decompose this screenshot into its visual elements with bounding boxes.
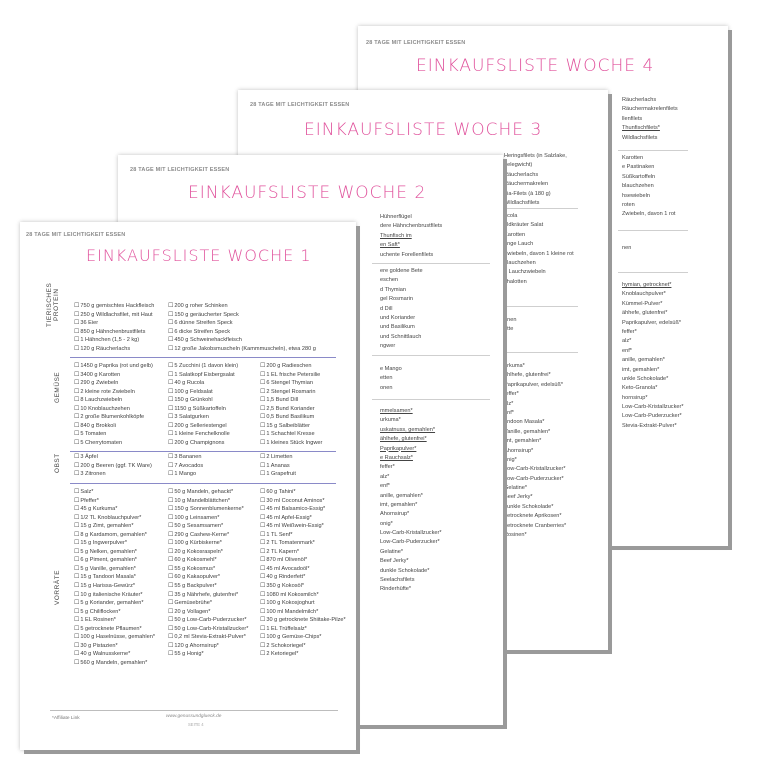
list-item[interactable]: ☐ 200 g roher Schinken [168,302,316,311]
list-item[interactable]: ☐ 3 Zitronen [74,470,152,479]
list-item[interactable]: ☐ 0,5 Bund Basilikum [260,413,322,422]
list-item[interactable]: ☐ 8 Lauchzwiebeln [74,396,153,405]
list-item[interactable]: ☐ 150 g Grünkohl [168,396,238,405]
list-item[interactable]: ☐ 50 g Low-Carb-Puderzucker* [168,616,248,625]
list-item[interactable]: ☐ 6 dicke Streifen Speck [168,328,316,337]
section-divider [500,208,578,209]
list-item[interactable]: ☐ 15 g Zimt, gemahlen* [74,522,155,531]
list-item[interactable]: ☐ 40 g Rinderfett* [260,573,346,582]
list-item[interactable]: ☐ 5 Cherrytomaten [74,439,153,448]
list-item[interactable]: ☐ 1 EL frische Petersilie [260,371,322,380]
section-divider [70,357,336,358]
section-divider [70,483,336,484]
list-item[interactable]: ☐ 2 TL Kapern* [260,548,346,557]
list-fragment-protein: Hühnerflügel dere Hähnchenbrustfilets Thunfisch im en Saft* uchente Forellenfilets [380,214,443,258]
list-item[interactable]: ☐ 5 Tomaten [74,430,153,439]
list-item[interactable]: ☐ 45 ml Apfel-Essig* [260,514,346,523]
list-item[interactable]: ☐ 45 g Kurkuma* [74,505,155,514]
list-item[interactable]: ☐ 200 g Beeren (ggf. TK Ware) [74,462,152,471]
list-fragment-pantry: hymian, getrocknet* Knoblauchpulver* Kümmel-Pulver* ähhefe, glutenfrei* Paprikapulver, edelsüß* feffer* alz* enf* anille, gemahlen* imt, gemahlen* unkle Schokolade* Keto-Granola* hornsirup* Low-Carb-Kristallzucker* Low-Carb-Puderzucker* Stevia-Extrakt-Pulver* [622,282,684,429]
list-item[interactable]: ☐ 100 ml Mandelmilch* [260,608,346,617]
list-item[interactable]: ☐ 55 g Kokosmus* [168,565,248,574]
list-fragment-vegetables: Karotten e Pastinaken Süßkartoffeln blauchzehen hsewiebeln roten Zwiebeln, davon 1 rot [622,155,676,218]
list-item[interactable]: ☐ 3400 g Karotten [74,371,153,380]
list-item[interactable]: ☐ 5 g Koriander, gemahlen* [74,599,155,608]
list-item[interactable]: ☐ 60 g Kokosmehl* [168,556,248,565]
list-item[interactable]: ☐ 200 g Champignons [168,439,238,448]
list-item[interactable]: ☐ 60 g Tahini* [260,488,346,497]
section-divider [500,352,578,353]
list-item[interactable]: ☐ 20 g Kokosraspeln* [168,548,248,557]
list-item[interactable]: ☐ 290 g Cashew-Kerne* [168,531,248,540]
list-fragment-vegetables: ucola eldkräuter Salat Karotten ange Lauch Zwiebeln, davon 1 kleine rot blauchzehen d Lauchzwiebeln chalotten [504,213,574,285]
list-item[interactable]: ☐ 6 g Piment, gemahlen* [74,556,155,565]
list-item[interactable]: ☐ 40 g Rucola [168,379,238,388]
list-item[interactable]: ☐ 2 Limetten [260,453,296,462]
list-item[interactable]: ☐ 50 g Sesamsamen* [168,522,248,531]
vegetables-list-col3 [260,362,322,447]
list-item[interactable]: ☐ 1080 ml Kokosmilch* [260,591,346,600]
list-item[interactable]: ☐ 100 g Kürbiskerne* [168,539,248,548]
list-item[interactable]: ☐ 50 g Mandeln, gehackt* [168,488,248,497]
list-item[interactable]: ☐ 0,2 ml Stevia-Extrakt-Pulver* [168,633,248,642]
list-item[interactable]: ☐ 3 Bananen [168,453,203,462]
pantry-list-col3 [260,488,346,659]
list-item[interactable]: ☐ 3 Äpfel [74,453,152,462]
page-title: EINKAUFSLISTE WOCHE 1 [86,246,312,265]
affiliate-footnote: *Affiliate Link [52,716,80,721]
list-item[interactable]: ☐ 5 g Vanille, gemahlen* [74,565,155,574]
pantry-list-col2 [168,488,248,659]
category-protein: TIERISCHES PROTEIN [46,282,60,328]
list-item[interactable]: ☐ 30 g Pistazien* [74,642,155,651]
list-item[interactable]: ☐ 350 g Kokosöl* [260,582,346,591]
footer-divider [50,710,338,711]
pantry-list-col1 [74,488,155,667]
list-item[interactable]: ☐ 20 g Vollagen* [168,608,248,617]
list-item[interactable]: ☐ 120 g Räucherlachs [74,345,154,354]
list-item[interactable]: ☐ 150 g Sonnenblumenkerne* [168,505,248,514]
section-divider [618,150,688,151]
list-item[interactable]: ☐ 2,5 Bund Koriander [260,405,322,414]
list-item[interactable]: ☐ 1 kleines Stück Ingwer [260,439,322,448]
list-item[interactable]: ☐ 1450 g Paprika (rot und gelb) [74,362,153,371]
category-vegetables: GEMÜSE [54,371,61,403]
list-item[interactable]: ☐ 100 g Kokosjoghurt [260,599,346,608]
list-item[interactable]: ☐ 850 g Hähnchenbrustfilets [74,328,154,337]
list-item[interactable]: ☐ 840 g Brokkoli [74,422,153,431]
section-divider [500,306,578,307]
list-item[interactable]: ☐ 30 ml Coconut Aminos* [260,497,346,506]
list-item[interactable]: ☐ 100 g Haselnüsse, gemahlen* [74,633,155,642]
vegetables-list-col1 [74,362,153,447]
section-divider [618,272,688,273]
page-supertitle: 28 TAGE MIT LEICHTIGKEIT ESSEN [250,102,350,108]
list-item[interactable]: ☐ 12 große Jakobsmuscheln (Kammmuscheln), etwa 280 g [168,345,316,354]
list-fragment-vegetables: ere goldene Bete eschen d Thymian gel Rosmarin d Dill und Koriander und Basilikum und Schnittlauch ngwer [380,268,423,350]
list-fragment-protein: Heringsfilets (in Salzlake, gelegwicht) Räucherlachs Räuchermakrelen pia-Filets (à 180 g) Wildlachsfilets [504,153,567,206]
category-pantry: VORRÄTE [54,569,61,605]
list-fragment-fruit: onen ette [504,317,517,333]
page-supertitle: 28 TAGE MIT LEICHTIGKEIT ESSEN [130,167,230,173]
list-item[interactable]: ☐ 35 g Nährhefe, glutenfrei* [168,591,248,600]
list-item[interactable]: ☐ 40 g Walnusskerne* [74,650,155,659]
list-item[interactable]: ☐ 1 Salatkopf Eisbergsalat [168,371,238,380]
page-title: EINKAUFSLISTE WOCHE 4 [416,56,655,76]
vegetables-list-col2 [168,362,238,447]
list-item[interactable]: ☐ 1150 g Süßkartoffeln [168,405,238,414]
list-item[interactable]: ☐ 55 g Honig* [168,650,248,659]
list-item[interactable]: ☐ 100 g Gemüse-Chips* [260,633,346,642]
list-item[interactable]: ☐ 1 Hähnchen (1,5 - 2 kg) [74,336,154,345]
website-link[interactable]: www.genussundglueck.de [166,714,222,719]
list-fragment-fruit: nen [622,245,632,251]
list-item[interactable]: ☐ 290 g Zwiebeln [74,379,153,388]
page-supertitle: 28 TAGE MIT LEICHTIGKEIT ESSEN [366,40,466,46]
list-item[interactable]: ☐ 250 g Wildlachsfilet, mit Haut [74,311,154,320]
list-item[interactable]: ☐ 5 getrocknete Pflaumen* [74,625,155,634]
list-item[interactable]: ☐ 50 g Low-Carb-Kristallzucker* [168,625,248,634]
list-item[interactable]: ☐ 450 g Schweinehackfleisch [168,336,316,345]
category-fruit: OBST [54,453,61,473]
section-divider [372,355,490,356]
list-fragment-protein: Räucherlachs Räuchermakrelenfilets llenfilets Thunfischfilets* Wildlachsfilets [622,97,678,141]
list-item[interactable]: ☐ 1 TL Senf* [260,531,346,540]
list-fragment-pantry: urkuma* ählhefe, glutenfrei* Paprikapulver, edelsüß* feffer* alz* enf* andoon Masala* Vanille, gemahlen* imt, gemahlen* Ahornsirup* onig* Low-Carb-Kristallzucker* Low-Carb-Puderzucker* Gelatine* Beef Jerky* dunkle Schokolade* getrocknete Aprikosen* getrocknete Cranberries* Rosinen* [504,363,567,539]
list-item[interactable]: ☐ 45 ml Avocadoöl* [260,565,346,574]
fruit-list-col3 [260,453,296,479]
section-divider [618,230,688,231]
list-item[interactable]: ☐ 1 Grapefruit [260,470,296,479]
list-item[interactable]: ☐ 45 ml Balsamico-Essig* [260,505,346,514]
list-item[interactable]: ☐ 6 Stengel Thymian [260,379,322,388]
list-item[interactable]: ☐ 1 EL Trüffelsalz* [260,625,346,634]
section-divider [372,399,490,400]
list-item[interactable]: ☐ 2 TL Tomatenmark* [260,539,346,548]
list-item[interactable]: ☐ 10 g Mandelblättchen* [168,497,248,506]
list-item[interactable]: ☐ 5 g Nelken, gemahlen* [74,548,155,557]
list-item[interactable]: ☐ 6 dünne Streifen Speck [168,319,316,328]
list-item[interactable]: ☐ 120 g Ahornsirup* [168,642,248,651]
list-item[interactable]: ☐ 2 große Blumenkohlköpfe [74,413,153,422]
list-item[interactable]: ☐ 60 g Kakaopulver* [168,573,248,582]
list-item[interactable]: ☐ 150 g geräucherter Speck [168,311,316,320]
page-title: EINKAUFSLISTE WOCHE 2 [188,183,427,203]
list-item[interactable]: ☐ 1,5 Bund Dill [260,396,322,405]
list-item[interactable]: ☐ 15 g Ingwerpulver* [74,539,155,548]
fruit-list-col1 [74,453,152,479]
list-item[interactable]: ☐ 7 Avocados [168,462,203,471]
protein-list-col2 [168,302,316,353]
list-item[interactable]: ☐ Salz* [74,488,155,497]
list-item[interactable]: ☐ 750 g gemischtes Hackfleisch [74,302,154,311]
list-item[interactable]: ☐ 200 g Radieschen [260,362,322,371]
list-item[interactable]: ☐ 5 Zucchini (1 davon klein) [168,362,238,371]
list-item[interactable]: ☐ 55 g Backpulver* [168,582,248,591]
list-item[interactable]: ☐ 30 g getrocknete Shiitake-Pilze* [260,616,346,625]
list-item[interactable]: ☐ 100 g Feldsalat [168,388,238,397]
list-item[interactable]: ☐ 10 g italienische Kräuter* [74,591,155,600]
list-item[interactable]: ☐ 2 Schokoriegel* [260,642,346,651]
list-item[interactable]: ☐ 2 Ketoriegel* [260,650,346,659]
list-item[interactable]: ☐ 3 Salatgurken [168,413,238,422]
page-title: EINKAUFSLISTE WOCHE 3 [304,120,543,140]
list-item[interactable]: ☐ 10 Knoblauchzehen [74,405,153,414]
list-item[interactable]: ☐ 100 g Leinsamen* [168,514,248,523]
list-item[interactable]: ☐ 1 Mango [168,470,203,479]
list-item[interactable]: ☐ 2 Stengel Rosmarin [260,388,322,397]
page-number: SEITE 4 [188,722,204,727]
list-item[interactable]: ☐ 1 Ananas [260,462,296,471]
list-item[interactable]: ☐ 8 g Kardamom, gemahlen* [74,531,155,540]
section-divider [372,263,490,264]
list-item[interactable]: ☐ 15 g Tandoori Masala* [74,573,155,582]
list-item[interactable]: ☐ 560 g Mandeln, gemahlen* [74,659,155,668]
page-supertitle: 28 TAGE MIT LEICHTIGKEIT ESSEN [26,232,126,238]
list-item[interactable]: ☐ 2 kleine rote Zwiebeln [74,388,153,397]
list-item[interactable]: ☐ 1 EL Rosinen* [74,616,155,625]
list-item[interactable]: ☐ 15 g Harissa-Gewürz* [74,582,155,591]
list-item[interactable]: ☐ 200 g Selleriestengel [168,422,238,431]
list-item[interactable]: ☐ 1 kleine Fenchelknolle [168,430,238,439]
list-item[interactable]: ☐ 45 ml Weißwein-Essig* [260,522,346,531]
list-item[interactable]: ☐ 1 Schachtel Kresse [260,430,322,439]
list-item[interactable]: ☐ Pfeffer* [74,497,155,506]
list-item[interactable]: ☐ 36 Eier [74,319,154,328]
list-item[interactable]: ☐ 1/2 TL Knoblauchpulver* [74,514,155,523]
list-item[interactable]: ☐ 870 ml Olivenöl* [260,556,346,565]
list-fragment-fruit: e Mango etten onen [380,366,402,391]
list-item[interactable]: ☐ 15 g Salbeiblätter [260,422,322,431]
shopping-list-week-1-page [20,222,356,750]
list-fragment-pantry: mmelsamen* urkuma* uskatnuss, gemahlen* ählhefe, glutenfrei* Paprikapulver* e Rauchsalz* feffer* alz* enf* anille, gemahlen* imt, gemahlen* Ahornsirup* onig* Low-Carb-Kristallzucker* Low-Carb-Puderzucker* Gelatine* Beef Jerky* dunkle Schokolade* Seelachsfilets Rinderhüfte* [380,408,442,593]
fruit-list-col2 [168,453,203,479]
section-divider [70,451,336,452]
protein-list-col1 [74,302,154,353]
list-item[interactable]: ☐ Gemüsebrühe* [168,599,248,608]
list-item[interactable]: ☐ 5 g Chiliflocken* [74,608,155,617]
